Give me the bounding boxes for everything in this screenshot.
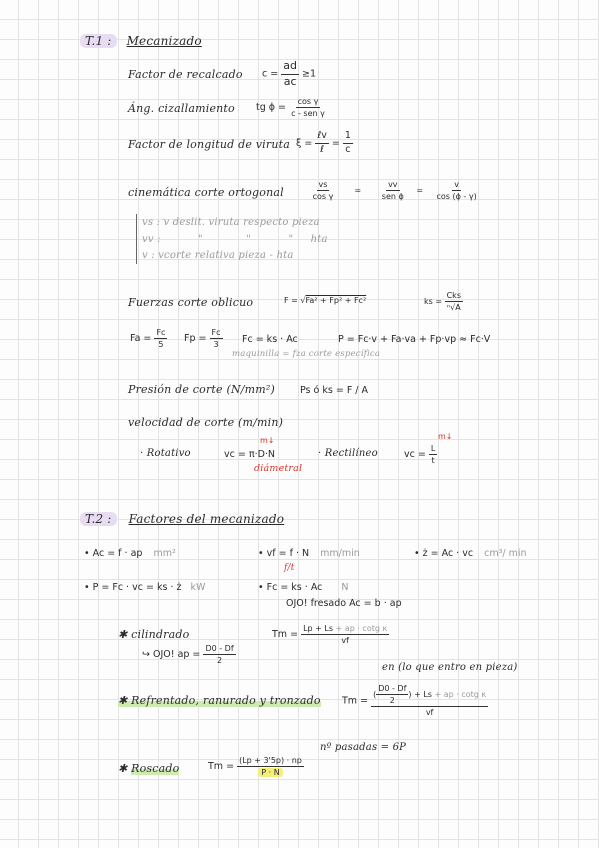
fa-formula — [130, 328, 167, 349]
tm2-den: vf — [425, 708, 434, 718]
fuerzas-lhs: F = — [284, 296, 298, 305]
recalcado-rhs: ≥1 — [302, 68, 317, 80]
cinematica-frac-2 — [378, 180, 408, 201]
tm1-num: Lp + Ls — [303, 624, 334, 633]
cinematica-label: cinemática corte ortogonal — [128, 186, 284, 199]
def-ditto-3: " — [288, 234, 294, 245]
cizallamiento-den: c - sen γ — [291, 109, 325, 119]
recalcado-label: Factor de recalcado — [128, 68, 243, 81]
cizallamiento-frac — [289, 97, 327, 118]
cinematica-num-3: v — [452, 180, 461, 191]
recalcado-den: ac — [283, 74, 297, 88]
fp-formula — [184, 328, 223, 349]
longitud-eq: = — [331, 137, 340, 149]
maquinilla-note: maquinilla = fza corte específica — [232, 349, 381, 359]
cinematica-den-3: cos (ϕ - γ) — [436, 192, 477, 202]
ojo-ap-num: D0 - Df — [203, 644, 235, 655]
tm3-lhs: Tm = — [208, 761, 235, 773]
refrentado-label — [118, 694, 321, 707]
cinematica-num-2: vv — [386, 180, 399, 191]
ac-formula — [84, 548, 176, 559]
fp-lhs: Fp = — [184, 333, 207, 345]
sqrt-icon: √ — [300, 296, 306, 305]
rectilineo-den: t — [431, 456, 435, 466]
fp-frac — [210, 328, 223, 349]
cinematica-formula — [308, 180, 482, 201]
def-v: v : vcorte relativa pieza - hta — [142, 250, 294, 261]
tm2-num: + Ls — [414, 690, 432, 700]
ac-units: mm² — [153, 548, 176, 559]
longitud-label: Factor de longitud de viruta — [128, 138, 290, 151]
cinematica-eq-2: = — [416, 186, 424, 196]
z-units: cm³/ min — [484, 548, 527, 559]
refrentado-text: ✱ Refrentado, ranurado y tronzado — [118, 694, 321, 707]
rotativo-formula: vc = π·D·N — [224, 449, 276, 460]
tm1-den: vf — [341, 636, 349, 646]
p2-formula — [84, 582, 205, 593]
cinematica-den-2: sen ϕ — [381, 192, 404, 202]
pasadas-note: nº pasadas = 6P — [320, 742, 407, 753]
section-2-title: Factores del mecanizado — [128, 512, 285, 526]
tm3-frac — [237, 756, 304, 777]
recalcado-num: ad — [281, 60, 299, 75]
tm1-frac — [301, 624, 389, 645]
rectilineo-units: m↓ — [438, 432, 453, 441]
velocidad-label: velocidad de corte (m/min) — [128, 416, 284, 429]
tm1-num-2: + ap · cotg κ — [335, 624, 388, 633]
longitud-frac-2 — [343, 131, 353, 156]
defs-bracket — [136, 214, 137, 264]
z-formula — [414, 548, 527, 559]
rectilineo-lhs: vc = — [404, 449, 426, 461]
ks-num: Cks — [445, 291, 463, 302]
tm2-lhs: Tm = — [342, 695, 369, 707]
cizallamiento-label: Áng. cizallamiento — [128, 102, 235, 115]
section-2-heading — [80, 512, 284, 526]
ojo-ap-den: 2 — [216, 656, 223, 666]
def-vs: vs : v deslit. viruta respecto pieza — [142, 217, 320, 228]
def-vv-label: vv : — [142, 234, 161, 245]
longitud-formula — [296, 131, 353, 156]
def-ditto-1: " — [198, 234, 203, 245]
recalcado-formula — [262, 60, 316, 88]
ojo-ap-lhs: ↪ OJO! ap = — [142, 649, 201, 661]
ks-lhs: ks = — [424, 297, 443, 307]
fa-lhs: Fa = — [130, 333, 152, 345]
cizallamiento-lhs: tg ϕ = — [256, 102, 287, 114]
tm3-den: P · N — [258, 768, 282, 777]
cinematica-den-1: cos γ — [312, 192, 334, 202]
longitud-num-1: ℓv — [315, 131, 329, 144]
tm2-formula — [342, 684, 488, 718]
tm3-formula — [208, 756, 304, 777]
fuerzas-label: Fuerzas corte oblicuo — [128, 296, 254, 309]
p2-eq: • P = Fc · vc = ks · ż — [84, 582, 182, 593]
fa-frac — [154, 328, 167, 349]
presion-formula: Ps ó ks = F / A — [300, 385, 369, 396]
tm3-num: (Lp + 3'5p) · np — [237, 756, 304, 767]
cizallamiento-num: cos γ — [296, 97, 321, 108]
fp-num: Fc — [210, 328, 223, 339]
longitud-frac-1 — [315, 131, 329, 156]
recalcado-frac — [281, 60, 299, 88]
roscado-text: Roscado — [131, 762, 180, 775]
cilindrado-label: ✱ cilindrado — [118, 628, 190, 641]
cinematica-eq-1: = — [354, 186, 362, 196]
section-1-heading — [80, 34, 202, 48]
en-note: en (lo que entro en pieza) — [382, 662, 518, 673]
fc-formula: Fc = ks · Ac — [242, 334, 298, 345]
section-1-title: Mecanizado — [126, 34, 202, 48]
fc2-eq: • Fc = ks · Ac — [258, 582, 323, 593]
cinematica-frac-3 — [432, 180, 482, 201]
rotativo-note: diámetral — [254, 463, 303, 474]
fc2-formula — [258, 582, 349, 593]
fa-num: Fc — [154, 328, 167, 339]
longitud-lhs: ξ = — [296, 137, 313, 149]
fuerzas-formula — [284, 296, 366, 305]
def-vv — [142, 234, 328, 245]
rotativo-units: m↓ — [260, 436, 275, 445]
vf-units: mm/min — [320, 548, 360, 559]
ojo-fresado: OJO! fresado Ac = b · ap — [286, 598, 402, 609]
z-eq: • ż = Ac · vc — [414, 548, 474, 559]
fa-den: 5 — [158, 340, 164, 350]
fc2-units: N — [341, 582, 349, 593]
rotativo-label: · Rotativo — [140, 448, 191, 459]
roscado-label — [118, 762, 179, 775]
def-hta: hta — [310, 234, 328, 245]
tm2-inner-den: 2 — [389, 696, 395, 706]
vf-eq: • vf = f · N — [258, 548, 310, 559]
ojo-ap — [142, 644, 236, 665]
longitud-num-2: 1 — [343, 131, 353, 144]
ks-formula — [424, 291, 463, 312]
tm2-inner-num: D0 - Df — [376, 684, 408, 695]
recalcado-lhs: c = — [262, 68, 279, 80]
presion-label: Presión de corte (N/mm²) — [128, 383, 276, 396]
vf-formula — [258, 548, 360, 559]
longitud-den-2: c — [345, 143, 351, 155]
tm2-inner-frac — [376, 684, 408, 705]
tm1-lhs: Tm = — [272, 629, 299, 641]
def-ditto-2: " — [246, 234, 252, 245]
rectilineo-formula — [404, 444, 437, 465]
ac-eq: • Ac = f · ap — [84, 548, 143, 559]
roscado-star: ✱ — [118, 762, 132, 775]
cinematica-num-1: vs — [317, 180, 330, 191]
fp-den: 3 — [213, 340, 219, 350]
p2-units: kW — [190, 582, 206, 593]
tm2-num-2: + ap · cotg κ — [434, 690, 487, 700]
rectilineo-num: L — [429, 444, 437, 455]
fuerzas-radicand: Fa² + Fp² + Fc² — [305, 296, 367, 305]
ks-den: ⁿ√A — [446, 303, 461, 313]
ojo-ap-frac — [203, 644, 235, 665]
cinematica-frac-1 — [308, 180, 338, 201]
vf-subnote: f/t — [284, 563, 295, 573]
tm1-formula — [272, 624, 389, 645]
power-formula: P = Fc·v + Fa·va + Fp·vp ≈ Fc·V — [338, 334, 491, 345]
tm2-frac: ( $\frac{D0 - Df}{2}$ ) + Ls + ap · cotg κ vf — [373, 684, 487, 718]
section-1-number: T.1 : — [80, 34, 117, 48]
ks-frac — [445, 291, 463, 312]
cizallamiento-formula — [256, 97, 327, 118]
longitud-den-1: ℓ — [320, 143, 325, 155]
rectilineo-label: · Rectilíneo — [318, 448, 378, 459]
rectilineo-frac — [429, 444, 437, 465]
section-2-number: T.2 : — [80, 512, 117, 526]
